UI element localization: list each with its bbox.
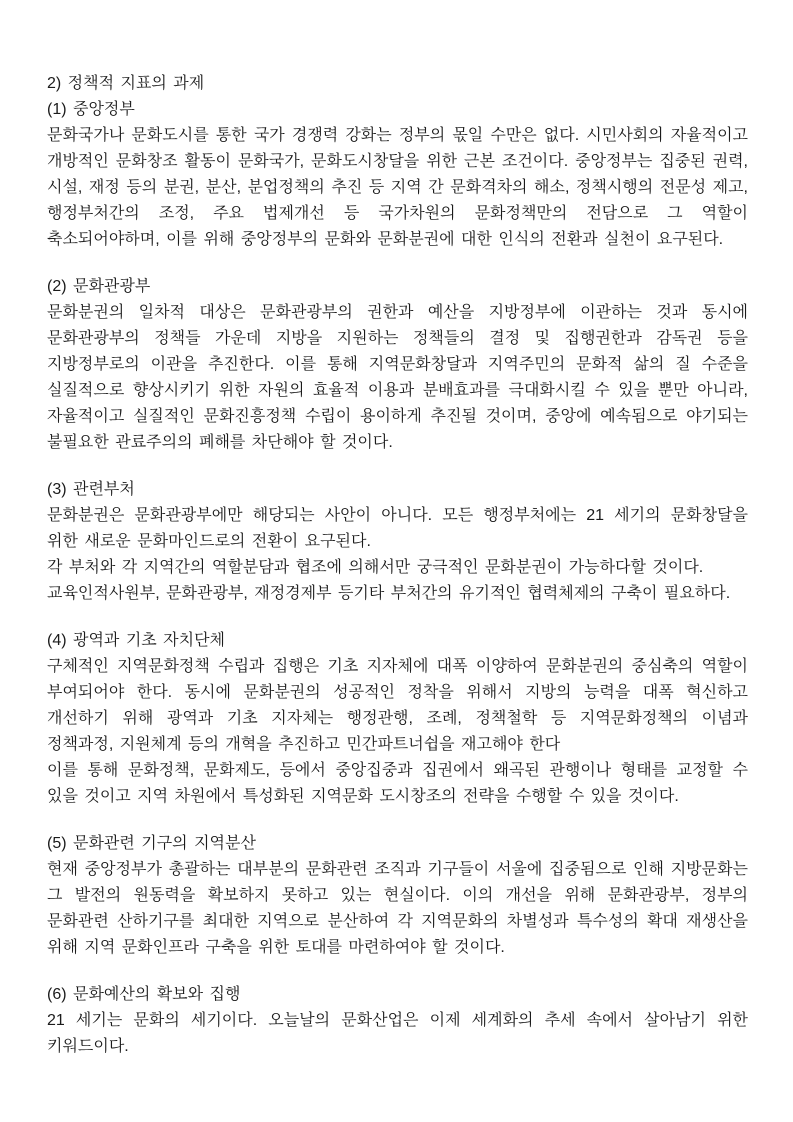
paragraph: 문화국가나 문화도시를 통한 국가 경쟁력 강화는 정부의 몫일 수만은 없다. 시민사회의 자율적이고 개방적인 문화창조 활동이 문화국가, 문화도시창달을 위한 근본 조건이다. 중앙정부는 집중된 권력, 시설, 재정 등의 분권, 분산, 분업정책의 추진 등 지역 간 문화격차의 해소, 정책시행의 전문성 제고, 행정부처간의 조정, 주요 법제개선 등 국가차원의 문화정책만의 전담으로 그 역할이 축소되어야하며, 이를 위해 중앙정부의 문화와 문화분권에 대한 인식의 전환과 실천이 요구된다. [47,127,748,248]
paragraph: 21 세기는 문화의 세기이다. 오늘날의 문화산업은 이제 세계화의 추세 속에서 살아남기 위한 키워드이다. [47,1012,748,1055]
paragraph: 문화분권은 문화관광부에만 해당되는 사안이 아니다. 모든 행정부처에는 21 세기의 문화창달을 위한 새로운 문화마인드로의 전환이 요구된다. [47,507,748,550]
document-title: 2) 정책적 지표의 과제 [47,75,205,92]
section-heading: (1) 중앙정부 [47,101,135,118]
section-central-government [47,97,748,253]
section-ministry-of-culture-tourism [47,274,748,456]
paragraph: 교육인적사원부, 문화관광부, 재정경제부 등기타 부처간의 유기적인 협력체제의 구축이 필요하다. [47,585,731,602]
section-regional-local-governments [47,628,748,810]
paragraph: 현재 중앙정부가 총괄하는 대부분의 문화관련 조직과 기구들이 서울에 집중됨으로 인해 지방문화는 그 발전의 원동력을 확보하지 못하고 있는 현실이다. 이의 개선을 위해 문화관광부, 정부의 문화관련 산하기구를 최대한 지역으로 분산하여 각 지역문화의 차별성과 특수성의 확대 재생산을 위해 지역 문화인프라 구축을 위한 토대를 마련하여야 할 것이다. [47,861,748,956]
section-heading: (2) 문화관광부 [47,278,151,295]
section-cultural-budget [47,982,748,1060]
paragraph: 각 부처와 각 지역간의 역할분담과 협조에 의해서만 궁극적인 문화분권이 가능하다할 것이다. [47,559,704,576]
section-heading: (4) 광역과 기초 자치단체 [47,632,225,649]
section-regional-distribution-of-cultural-organizations [47,831,748,961]
section-heading: (3) 관련부처 [47,481,135,498]
paragraph: 문화분권의 일차적 대상은 문화관광부의 권한과 예산을 지방정부에 이관하는 것과 동시에 문화관광부의 정책들 가운데 지방을 지원하는 정책들의 결정 및 집행권한과 감독권 등을 지방정부로의 이관을 추진한다. 이를 통해 지역문화창달과 지역주민의 문화적 삶의 질 수준을 실질적으로 향상시키기 위한 자원의 효율적 이용과 분배효과를 극대화시킬 수 있을 뿐만 아니라, 자율적이고 실질적인 문화진흥정책 수립이 용이하게 추진될 것이며, 중앙에 예속됨으로 야기되는 불필요한 관료주의의 폐해를 차단해야 할 것이다. [47,304,748,451]
section-heading: (6) 문화예산의 확보와 집행 [47,986,241,1003]
paragraph: 구체적인 지역문화정책 수립과 집행은 기초 지자체에 대폭 이양하여 문화분권의 중심축의 역할이 부여되어야 한다. 동시에 문화분권의 성공적인 정착을 위해서 지방의 능력을 대폭 혁신하고 개선하기 위해 광역과 기초 지자체는 행정관행, 조례, 정책철학 등 지역문화정책의 이념과 정책과정, 지원체계 등의 개혁을 추진하고 민간파트너쉽을 재고해야 한다 [47,658,748,753]
section-heading: (5) 문화관련 기구의 지역분산 [47,835,256,852]
paragraph: 이를 통해 문화정책, 문화제도, 등에서 중앙집중과 집권에서 왜곡된 관행이나 형태를 교정할 수 있을 것이고 지역 차원에서 특성화된 지역문화 도시창조의 전략을 수행할 수 있을 것이다. [47,762,748,805]
section-related-ministries [47,477,748,607]
